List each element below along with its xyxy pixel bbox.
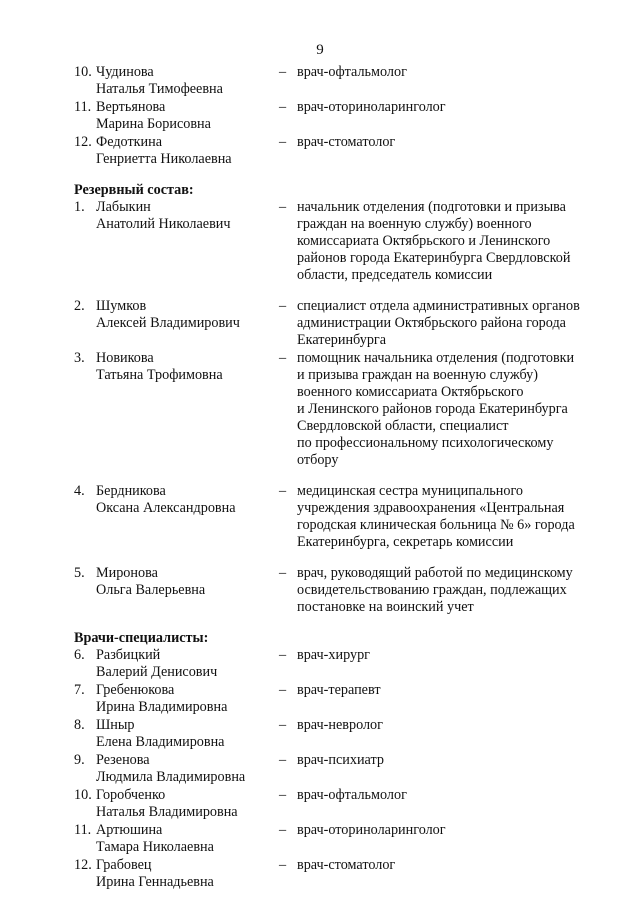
list-item <box>74 64 594 98</box>
item-number: 11. <box>74 822 92 838</box>
list-item <box>74 565 594 616</box>
role-line: врач-психиатр <box>297 752 384 768</box>
role-line: Екатеринбурга, секретарь комиссии <box>297 534 514 550</box>
role-line: и Ленинского районов города Екатеринбурга <box>297 401 568 417</box>
role-line: врач-невролог <box>297 717 383 733</box>
dash: – <box>279 298 287 314</box>
given-names: Ольга Валерьевна <box>96 582 206 598</box>
name-block <box>96 565 205 616</box>
name-block <box>96 99 211 133</box>
item-number: 2. <box>74 298 85 314</box>
surname: Грабовец <box>96 857 152 873</box>
role-line: Свердловской области, специалист <box>297 418 509 434</box>
given-names: Татьяна Трофимовна <box>96 367 223 383</box>
surname: Шныр <box>96 717 135 733</box>
dash: – <box>279 99 287 115</box>
list-item <box>74 787 594 821</box>
surname: Разбицкий <box>96 647 161 663</box>
member-role <box>297 99 594 133</box>
given-names: Наталья Владимировна <box>96 804 238 820</box>
member-name <box>74 647 279 681</box>
role-line: учреждения здравоохранения «Центральная <box>297 500 565 516</box>
surname: Федоткина <box>96 134 163 150</box>
role-line: отбору <box>297 452 339 468</box>
role-line: области, председатель комиссии <box>297 267 493 283</box>
name-block <box>96 822 214 856</box>
document-body <box>74 64 594 892</box>
member-name <box>74 64 279 98</box>
member-name <box>74 857 279 891</box>
name-block <box>96 64 223 98</box>
item-number: 12. <box>74 857 92 873</box>
role-line: медицинская сестра муниципального <box>297 483 524 499</box>
member-name <box>74 350 279 469</box>
list-item <box>74 350 594 469</box>
dash: – <box>279 822 287 838</box>
given-names: Валерий Денисович <box>96 664 218 680</box>
dash: – <box>279 647 287 663</box>
role-line: врач-хирург <box>297 647 370 663</box>
member-role <box>297 647 594 681</box>
surname: Миронова <box>96 565 158 581</box>
member-name <box>74 717 279 751</box>
member-name <box>74 99 279 133</box>
member-role <box>297 298 594 349</box>
given-names: Анатолий Николаевич <box>96 216 231 232</box>
given-names: Тамара Николаевна <box>96 839 214 855</box>
item-number: 3. <box>74 350 85 366</box>
given-names: Елена Владимировна <box>96 734 225 750</box>
list-item <box>74 298 594 349</box>
name-block <box>96 199 231 284</box>
member-role <box>297 857 594 891</box>
role-line: врач, руководящий работой по медицинскому <box>297 565 573 581</box>
dash: – <box>279 682 287 698</box>
dash: – <box>279 717 287 733</box>
member-name <box>74 134 279 168</box>
member-name <box>74 822 279 856</box>
item-number: 6. <box>74 647 85 663</box>
dash: – <box>279 199 287 215</box>
member-name <box>74 483 279 551</box>
page-number: 9 <box>316 42 324 58</box>
member-role <box>297 565 594 616</box>
role-line: военного комиссариата Октябрьского <box>297 384 524 400</box>
member-role <box>297 787 594 821</box>
name-block <box>96 752 245 786</box>
surname: Вертьянова <box>96 99 166 115</box>
dash: – <box>279 857 287 873</box>
role-line: помощник начальника отделения (подготовки <box>297 350 575 366</box>
item-number: 11. <box>74 99 92 115</box>
member-role <box>297 822 594 856</box>
member-role <box>297 199 594 284</box>
role-line: по профессиональному психологическому <box>297 435 554 451</box>
given-names: Ирина Геннадьевна <box>96 874 214 890</box>
surname: Гребенюкова <box>96 682 175 698</box>
name-block <box>96 134 232 168</box>
reserve-list <box>74 199 594 616</box>
dash: – <box>279 483 287 499</box>
item-number: 5. <box>74 565 85 581</box>
role-line: врач-оториноларинголог <box>297 99 446 115</box>
role-line: врач-стоматолог <box>297 857 396 873</box>
role-line: постановке на воинский учет <box>297 599 474 615</box>
role-line: освидетельствованию граждан, подлежащих <box>297 582 567 598</box>
dash: – <box>279 64 287 80</box>
surname: Новикова <box>96 350 154 366</box>
given-names: Марина Борисовна <box>96 116 211 132</box>
role-line: врач-оториноларинголог <box>297 822 446 838</box>
doctor-list <box>74 647 594 891</box>
name-block <box>96 717 224 751</box>
surname: Артюшина <box>96 822 163 838</box>
item-number: 10. <box>74 787 92 803</box>
surname: Бердникова <box>96 483 166 499</box>
doctors-heading: Врачи-специалисты: <box>74 630 209 646</box>
list-item <box>74 134 594 168</box>
member-role <box>297 752 594 786</box>
item-number: 9. <box>74 752 85 768</box>
role-line: врач-офтальмолог <box>297 787 407 803</box>
name-block <box>96 647 217 681</box>
surname: Чудинова <box>96 64 154 80</box>
surname: Резенова <box>96 752 150 768</box>
role-line: врач-стоматолог <box>297 134 396 150</box>
member-name <box>74 682 279 716</box>
reserve-heading: Резервный состав: <box>74 182 194 198</box>
member-role <box>297 717 594 751</box>
list-item <box>74 822 594 856</box>
item-number: 7. <box>74 682 85 698</box>
given-names: Ирина Владимировна <box>96 699 228 715</box>
member-list-top <box>74 64 594 168</box>
member-name <box>74 298 279 349</box>
member-name <box>74 199 279 284</box>
name-block <box>96 350 223 469</box>
name-block <box>96 682 227 716</box>
role-line: районов города Екатеринбурга Свердловской <box>297 250 571 266</box>
given-names: Оксана Александровна <box>96 500 236 516</box>
given-names: Генриетта Николаевна <box>96 151 232 167</box>
name-block <box>96 857 214 891</box>
role-line: Екатеринбурга <box>297 332 387 348</box>
role-line: граждан на военную службу) военного <box>297 216 532 232</box>
item-number: 10. <box>74 64 92 80</box>
given-names: Людмила Владимировна <box>96 769 246 785</box>
given-names: Наталья Тимофеевна <box>96 81 223 97</box>
item-number: 8. <box>74 717 85 733</box>
surname: Горобченко <box>96 787 166 803</box>
name-block <box>96 483 236 551</box>
role-line: врач-терапевт <box>297 682 381 698</box>
surname: Шумков <box>96 298 147 314</box>
role-line: городская клиническая больница № 6» города <box>297 517 575 533</box>
item-number: 12. <box>74 134 92 150</box>
item-number: 1. <box>74 199 85 215</box>
item-number: 4. <box>74 483 85 499</box>
dash: – <box>279 565 287 581</box>
list-item <box>74 647 594 681</box>
member-name <box>74 752 279 786</box>
role-line: администрации Октябрьского района города <box>297 315 566 331</box>
member-name <box>74 565 279 616</box>
given-names: Алексей Владимирович <box>96 315 240 331</box>
name-block <box>96 298 240 349</box>
member-role <box>297 350 594 469</box>
list-item <box>74 99 594 133</box>
dash: – <box>279 752 287 768</box>
role-line: специалист отдела административных органов <box>297 298 580 314</box>
list-item <box>74 483 594 551</box>
member-name <box>74 787 279 821</box>
dash: – <box>279 350 287 366</box>
member-role <box>297 64 594 98</box>
role-line: начальник отделения (подготовки и призыва <box>297 199 566 215</box>
list-item <box>74 682 594 716</box>
member-role <box>297 134 594 168</box>
list-item <box>74 717 594 751</box>
dash: – <box>279 134 287 150</box>
role-line: комиссариата Октябрьского и Ленинского <box>297 233 551 249</box>
list-item <box>74 752 594 786</box>
role-line: врач-офтальмолог <box>297 64 407 80</box>
member-role <box>297 483 594 551</box>
dash: – <box>279 787 287 803</box>
member-role <box>297 682 594 716</box>
surname: Лабыкин <box>96 199 151 215</box>
role-line: и призыва граждан на военную службу) <box>297 367 538 383</box>
list-item <box>74 857 594 891</box>
list-item <box>74 199 594 284</box>
name-block <box>96 787 238 821</box>
